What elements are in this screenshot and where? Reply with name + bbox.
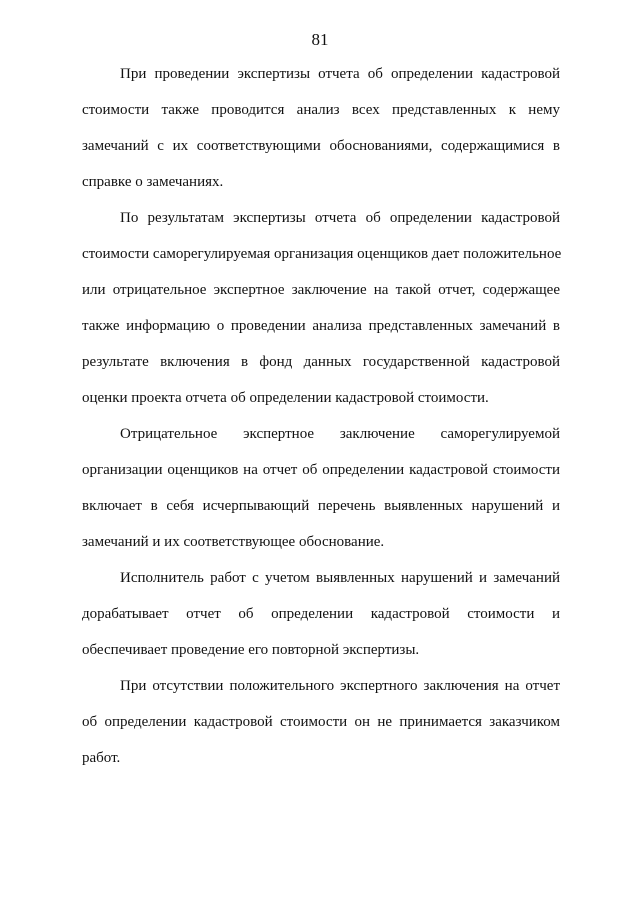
paragraph-line: включает в себя исчерпывающий перечень выявленных нарушений и [82,498,560,514]
paragraph-line: об определении кадастровой стоимости он не принимается заказчиком [82,714,560,730]
paragraph-1 [82,56,560,200]
paragraph-line: обеспечивает проведение его повторной экспертизы. [82,642,420,658]
body-text [82,56,560,776]
paragraph-line: стоимости также проводится анализ всех представленных к нему [82,102,560,118]
paragraph-line: Исполнитель работ с учетом выявленных нарушений и замечаний [120,570,560,586]
paragraph-line: работ. [82,750,121,766]
paragraph-3 [82,416,560,560]
paragraph-line: замечаний и их соответствующее обоснование. [82,534,385,550]
paragraph-line: замечаний с их соответствующими обоснованиями, содержащимися в [82,138,560,154]
paragraph-line: При отсутствии положительного экспертного заключения на отчет [120,678,560,694]
paragraph-line: организации оценщиков на отчет об определении кадастровой стоимости [82,462,560,478]
page-number: 81 [311,30,329,49]
paragraph-2 [82,200,560,416]
paragraph-line: результате включения в фонд данных государственной кадастровой [82,354,560,370]
paragraph-4 [82,560,560,668]
paragraph-line: стоимости саморегулируемая организация оценщиков дает положительное [82,246,562,262]
paragraph-line: Отрицательное экспертное заключение саморегулируемой [120,426,560,442]
paragraph-line: оценки проекта отчета об определении кадастровой стоимости. [82,390,489,406]
paragraph-line: или отрицательное экспертное заключение на такой отчет, содержащее [82,282,560,298]
paragraph-line: При проведении экспертизы отчета об определении кадастровой [120,66,560,82]
paragraph-line: справке о замечаниях. [82,174,224,190]
paragraph-5 [82,668,560,776]
paragraph-line: дорабатывает отчет об определении кадастровой стоимости и [82,606,560,622]
paragraph-line: По результатам экспертизы отчета об определении кадастровой [120,210,560,226]
paragraph-line: также информацию о проведении анализа представленных замечаний в [82,318,560,334]
